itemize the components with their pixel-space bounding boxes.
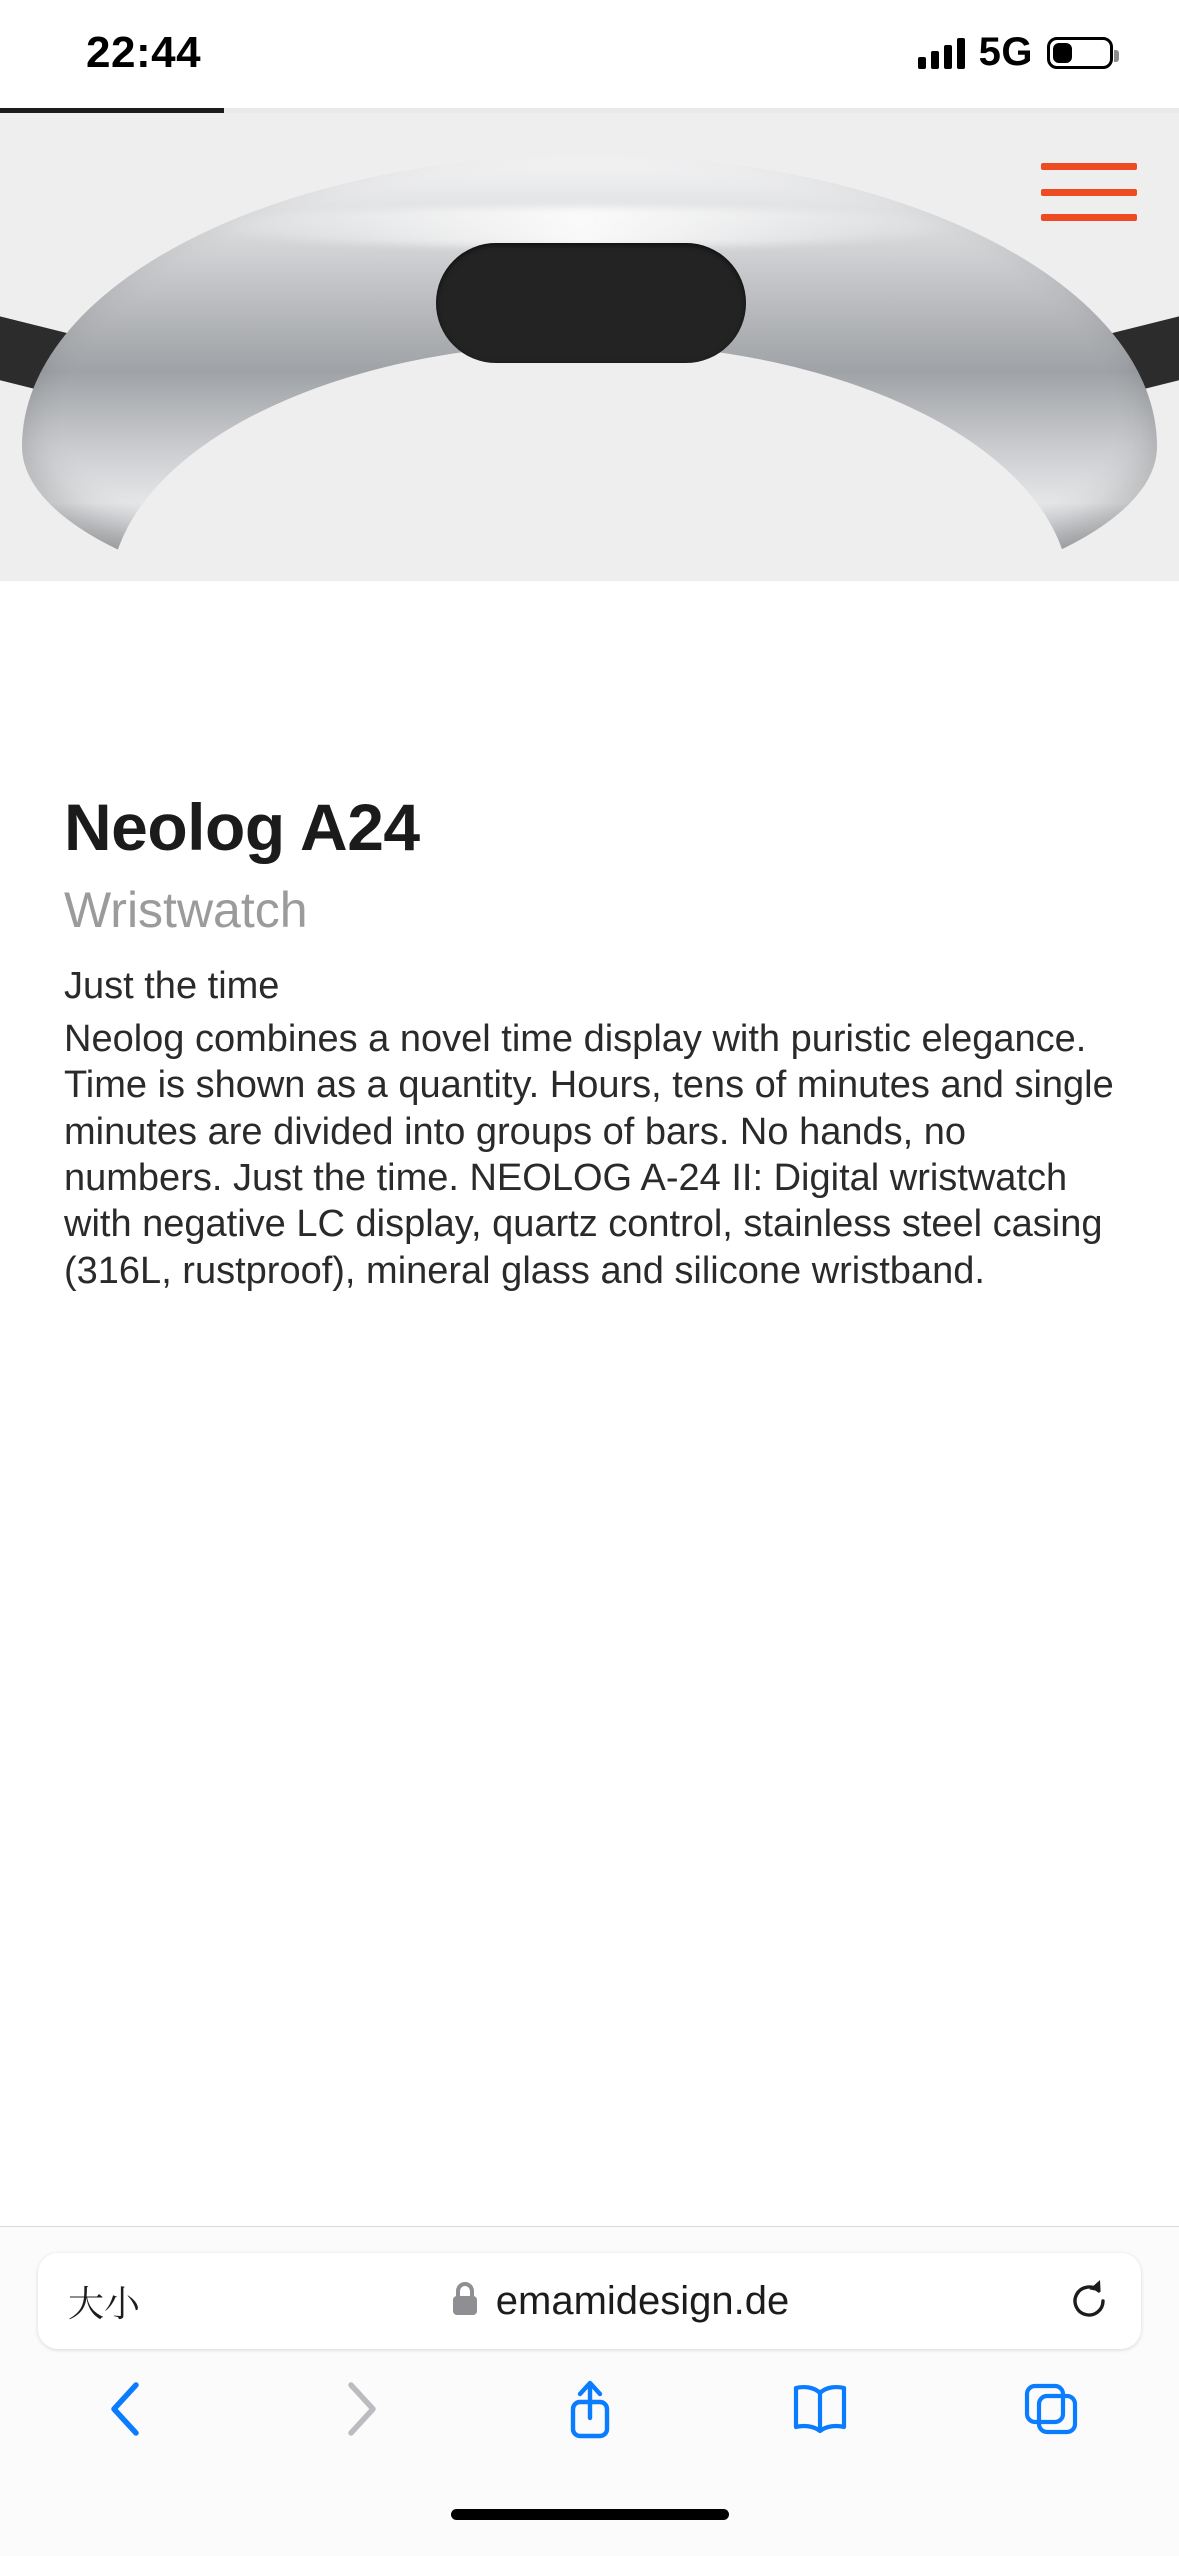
home-indicator[interactable] [451,2509,729,2520]
product-content [0,581,1179,2226]
watch-illustration [0,133,1179,513]
address-bar[interactable] [38,2253,1141,2349]
hero-product-image [0,113,1179,581]
page-title: Neolog A24 [64,790,420,864]
forward-button[interactable] [299,2371,419,2447]
text-size-button[interactable]: 大小 [68,2282,141,2324]
bookmarks-button[interactable] [760,2371,880,2447]
status-bar [0,0,1179,108]
status-indicators [918,30,1113,75]
network-type-label: 5G [978,30,1033,74]
watch-case-highlight [202,207,962,247]
browser-toolbar [38,2371,1141,2447]
product-tagline: Just the time [64,965,280,1007]
hamburger-menu-icon[interactable] [1041,155,1137,229]
status-time: 22:44 [86,28,202,77]
battery-icon [1047,37,1113,69]
back-button[interactable] [68,2371,188,2447]
product-description: Neolog combines a novel time display with puristic elegance. Time is shown as a quantity. Hours, tens of minutes and single minutes are divided into groups of bars. No hands, no numbers. Just the time. NEOLOG A-24 II: Digital wristwatch with negative LC display, quartz control, stainless steel casing (316L, rustproof), mineral glass and silicone wristband. [64,1018,1114,1292]
watch-display [436,243,746,363]
share-button[interactable] [530,2371,650,2447]
url-text: emamidesign.de [495,2278,790,2323]
cellular-signal-icon [918,37,965,69]
browser-bottom-bar [0,2226,1179,2472]
url-display[interactable] [188,2279,1051,2324]
lock-icon [450,2281,480,2322]
product-subtitle: Wristwatch [64,882,308,938]
home-indicator-area [0,2472,1179,2556]
reload-button[interactable] [1051,2277,1111,2325]
tabs-button[interactable] [991,2371,1111,2447]
